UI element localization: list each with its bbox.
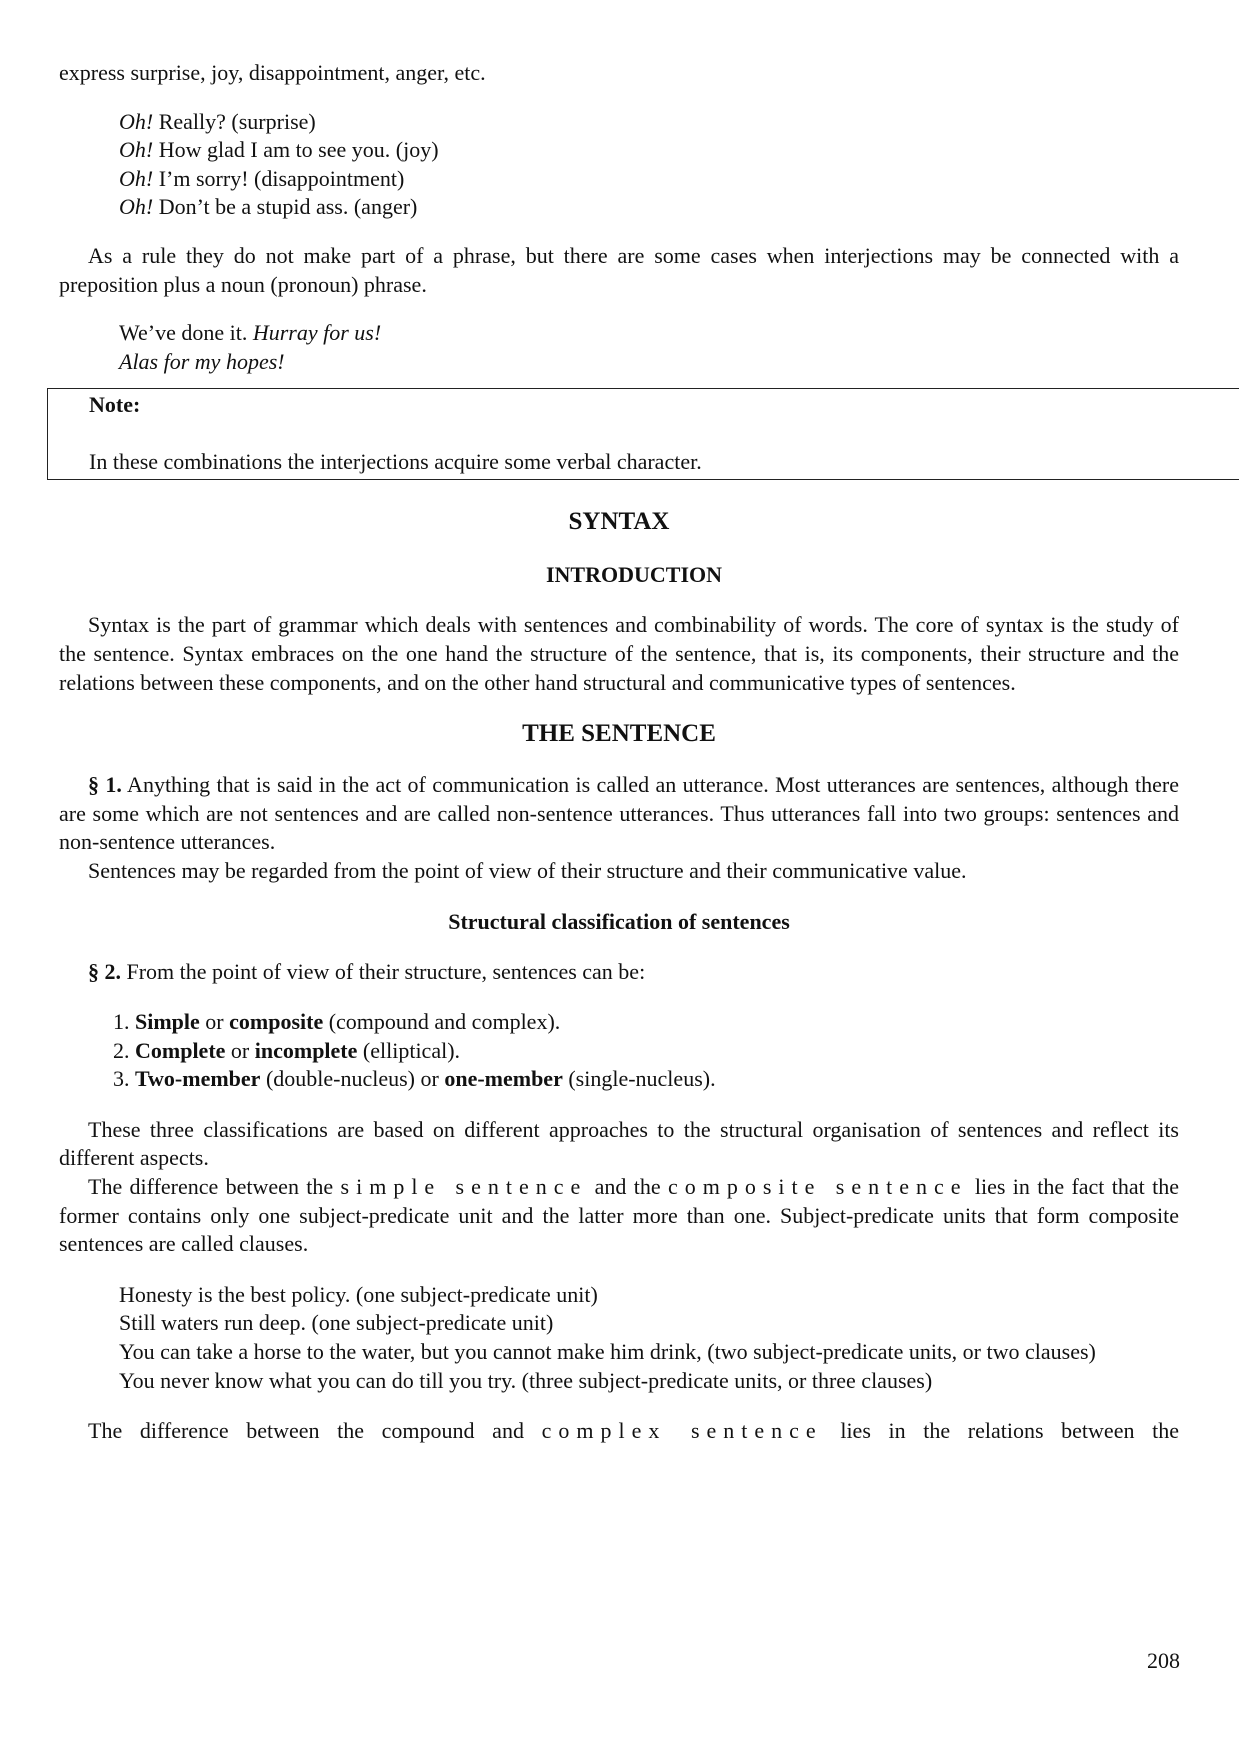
paragraph-three-classifications: These three classifications are based on different approaches to the structural organisation of sentences and reflect its different aspects. xyxy=(59,1116,1179,1171)
paragraph-section-1: § 1. Anything that is said in the act of communication is called an utterance. Most utterances are sentences, although there are some which are not sentences and are called non-sentence utterances. Thus utterances fall into two groups: sentences and non-sentence utterances. xyxy=(59,772,1179,855)
example-line: You never know what you can do till you try. (three subject-predicate units, or three clauses) xyxy=(119,1367,933,1393)
list-item: 2. Complete or incomplete (elliptical). xyxy=(113,1037,461,1063)
paragraph-difference-simple-composite: The difference between the simple sentence and the composite sentence lies in the fact that the former contains only one subject-predicate unit and the latter more than one. Subject-predicate units that form composite sentences are called clauses. xyxy=(59,1174,1179,1257)
example-line: Alas for my hopes! xyxy=(119,348,285,374)
note-title: Note: xyxy=(89,392,141,418)
heading-syntax: SYNTAX xyxy=(568,508,670,536)
paragraph-syntax: Syntax is the part of grammar which deals with sentences and combinability of words. The core of syntax is the study of the sentence. Syntax embraces on the one hand the structure of the sentence, that is, its components, their structure and the relations between these components, and on the other hand structural and communicative types of sentences. xyxy=(59,612,1179,695)
page-number: 208 xyxy=(1147,1648,1180,1673)
heading-introduction: INTRODUCTION xyxy=(545,562,723,588)
page-content xyxy=(59,59,1179,1446)
paragraph-section-2: § 2. From the point of view of their structure, sentences can be: xyxy=(88,958,646,984)
example-line: Honesty is the best policy. (one subject-predicate unit) xyxy=(119,1281,598,1307)
example-line: Still waters run deep. (one subject-predicate unit) xyxy=(119,1310,554,1336)
paragraph-difference-compound-complex: The difference between the compound and complex sentence lies in the relations between the xyxy=(88,1418,1179,1444)
examples-hurray xyxy=(59,319,1179,376)
example-line: Oh! How glad I am to see you. (joy) xyxy=(119,137,439,163)
example-line: You can take a horse to the water, but you cannot make him drink, (two subject-predicate units, or two clauses) xyxy=(119,1339,1096,1365)
examples-clauses xyxy=(59,1281,1179,1395)
note-box xyxy=(47,388,1239,480)
note-text: In these combinations the interjections acquire some verbal character. xyxy=(89,448,702,474)
example-line: We’ve done it. Hurray for us! xyxy=(119,320,382,346)
section-mark: § 1. xyxy=(88,772,122,798)
heading-the-sentence: THE SENTENCE xyxy=(522,720,716,748)
example-line: Oh! Really? (surprise) xyxy=(119,108,316,134)
list-item: 3. Two-member (double-nucleus) or one-member (single-nucleus). xyxy=(113,1066,716,1092)
examples-oh xyxy=(59,108,1179,222)
example-line: Oh! I’m sorry! (disappointment) xyxy=(119,165,405,191)
paragraph-intro-end: express surprise, joy, disappointment, anger, etc. xyxy=(59,60,486,85)
classification-list xyxy=(59,1008,1179,1094)
section-mark: § 2. xyxy=(88,958,121,984)
paragraph-rule: As a rule they do not make part of a phrase, but there are some cases when interjections may be connected with a preposition plus a noun (pronoun) phrase. xyxy=(59,242,1179,297)
example-line: Oh! Don’t be a stupid ass. (anger) xyxy=(119,194,418,220)
paragraph-regarded: Sentences may be regarded from the point of view of their structure and their communicative value. xyxy=(88,857,967,883)
list-item: 1. Simple or composite (compound and complex). xyxy=(113,1009,561,1035)
heading-structural-classification: Structural classification of sentences xyxy=(448,908,790,934)
